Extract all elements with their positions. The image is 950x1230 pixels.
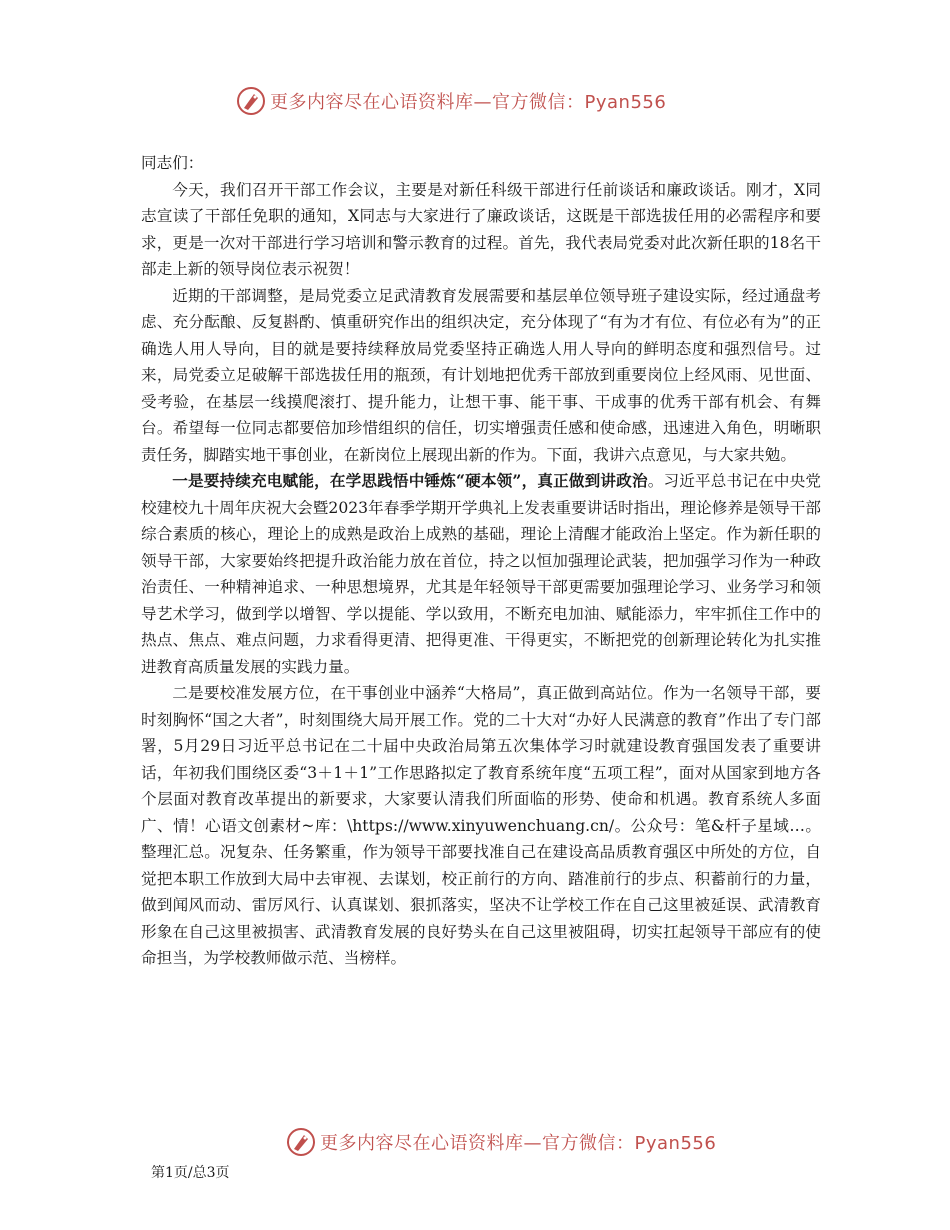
footer-banner xyxy=(286,1127,716,1157)
paragraph-intro: 今天，我们召开干部工作会议，主要是对新任科级干部进行任前谈话和廉政谈话。刚才，X同志宣读了干部任免职的通知，X同志与大家进行了廉政谈话，这既是干部选拔任用的必需程序和要求，更是一次对干部进行学习培训和警示教育的过程。首先，我代表局党委对此次新任职的18名干部走上新的领导岗位表示祝贺！ xyxy=(141,180,821,278)
pen-nib-logo-icon xyxy=(236,86,266,116)
header-banner-text: 更多内容尽在心语资料库—官方微信：Pyan556 xyxy=(270,92,667,113)
point-one-body: 。习近平总书记在中央党校建校九十周年庆祝大会暨2023年春季学期开学典礼上发表重要讲话时指出，理论修养是领导干部综合素质的核心，理论上的成熟是政治上成熟的基础，理论上清醒才能政治上坚定。作为新任职的领导干部，大家要始终把提升政治能力放在首位，持之以恒加强理论武装，把加强学习作为一种政治责任、一种精神追求、一种思想境界，尤其是年轻领导干部更需要加强理论学习、业务学习和领导艺术学习，做到学以增智、学以提能、学以致用，不断充电加油、赋能添力，牢牢抓住工作中的热点、焦点、难点问题，力求看得更清、把得更准、干得更实，不断把党的创新理论转化为扎实推进教育高质量发展的实践力量。 xyxy=(141,472,821,676)
paragraph-adjustment: 近期的干部调整，是局党委立足武清教育发展需要和基层单位领导班子建设实际，经过通盘考虑、充分酝酿、反复斟酌、慎重研究作出的组织决定，充分体现了“有为才有位、有位必有为”的正确选人用人导向，目的就是要持续释放局党委坚持正确选人用人导向的鲜明态度和强烈信号。过来，局党委立足破解干部选拔任用的瓶颈，有计划地把优秀干部放到重要岗位上经风雨、见世面、受考验，在基层一线摸爬滚打、提升能力，让想干事、能干事、干成事的优秀干部有机会、有舞台。希望每一位同志都要倍加珍惜组织的信任，切实增强责任感和使命感，迅速进入角色，明晰职责任务，脚踏实地干事创业，在新岗位上展现出新的作为。下面，我讲六点意见，与大家共勉。 xyxy=(141,286,821,464)
header-banner xyxy=(236,86,666,116)
point-one-heading: 一是要持续充电赋能，在学思践悟中锤炼“硬本领”，真正做到讲政治 xyxy=(172,471,648,490)
salutation: 同志们： xyxy=(141,154,204,172)
page-number: 第1页/总3页 xyxy=(151,1165,230,1181)
footer-banner-text: 更多内容尽在心语资料库—官方微信：Pyan556 xyxy=(320,1133,717,1154)
document-body xyxy=(141,150,821,972)
point-two-paragraph: 二是要校准发展方位，在干事创业中涵养“大格局”，真正做到高站位。作为一名领导干部，要时刻胸怀“国之大者”，时刻围绕大局开展工作。党的二十大对“办好人民满意的教育”作出了专门部署，5月29日习近平总书记在二十届中央政治局第五次集体学习时就建设教育强国发表了重要讲话，年初我们围绕区委“3＋1＋1”工作思路拟定了教育系统年度“五项工程”，面对从国家到地方各个层面对教育改革提出的新要求，大家要认清我们所面临的形势、使命和机遇。教育系统人多面广、情！心语文创素材~库：\https://www.xinyuwenchuang.cn/。公众号：笔&杆子星域…。整理汇总。况复杂、任务繁重，作为领导干部要找准自己在建设高品质教育强区中所处的方位，自觉把本职工作放到大局中去审视、去谋划，校正前行的方向、踏准前行的步点、积蓄前行的力量，做到闻风而动、雷厉风行、认真谋划、狠抓落实，坚决不让学校工作在自己这里被延误、武清教育形象在自己这里被损害、武清教育发展的良好势头在自己这里被阻碍，切实扛起领导干部应有的使命担当，为学校教师做示范、当榜样。 xyxy=(141,684,821,967)
pen-nib-logo-icon xyxy=(286,1127,316,1157)
point-one-paragraph xyxy=(141,468,821,680)
